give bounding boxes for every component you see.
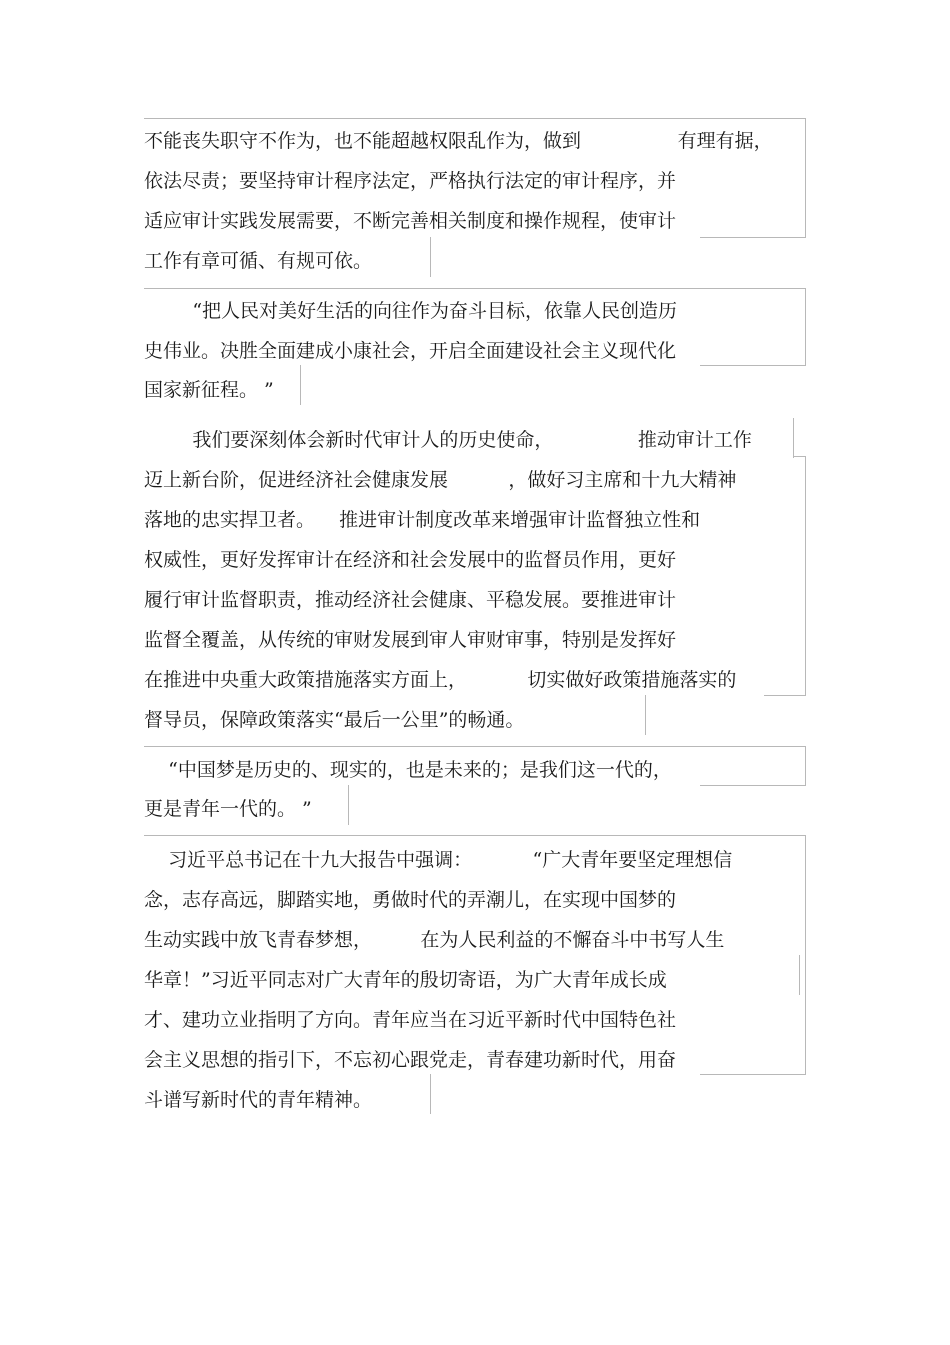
text-line: 更是青年一代的。 ” <box>144 798 312 820</box>
text-line: “把人民对美好生活的向往作为奋斗目标，依靠人民创造历 <box>144 300 678 322</box>
text-line: 斗谱写新时代的青年精神。 <box>144 1089 373 1111</box>
text-line: 督导员，保障政策落实“最后一公里”的畅通。 <box>144 709 525 731</box>
text-line: 依法尽责；要坚持审计程序法定，严格执行法定的审计程序，并 <box>144 170 677 192</box>
frame-rule <box>805 118 806 238</box>
frame-rule <box>300 365 301 405</box>
text-line: “中国梦是历史的、现实的，也是未来的；是我们这一代的， <box>144 759 672 781</box>
frame-rule <box>430 1074 431 1114</box>
text-line: 华章！”习近平同志对广大青年的殷切寄语，为广大青年成长成 <box>144 969 667 991</box>
frame-rule <box>764 695 806 696</box>
text-line: 我们要深刻体会新时代审计人的历史使命， 推动审计工作 <box>144 429 752 451</box>
text-line: 监督全覆盖，从传统的审财发展到审人审财审事，特别是发挥好 <box>144 629 677 651</box>
frame-rule <box>805 288 806 366</box>
text-line: 不能丧失职守不作为，也不能超越权限乱作为，做到 有理有据， <box>144 130 773 152</box>
frame-rule <box>144 288 806 289</box>
text-line: 习近平总书记在十九大报告中强调： “广大青年要坚定理想信 <box>144 849 733 871</box>
text-line: 念，志存高远，脚踏实地，勇做时代的弄潮儿，在实现中国梦的 <box>144 889 677 911</box>
frame-rule <box>144 835 806 836</box>
frame-rule <box>799 955 800 995</box>
frame-rule <box>348 785 349 825</box>
text-line: 适应审计实践发展需要，不断完善相关制度和操作规程，使审计 <box>144 210 677 232</box>
text-line: 权威性，更好发挥审计在经济和社会发展中的监督员作用，更好 <box>144 549 677 571</box>
frame-rule <box>805 835 806 1075</box>
frame-rule <box>700 237 806 238</box>
frame-rule <box>430 237 431 277</box>
text-line: 史伟业。决胜全面建成小康社会，开启全面建设社会主义现代化 <box>144 340 677 362</box>
text-line: 会主义思想的指引下，不忘初心跟党走，青春建功新时代，用奋 <box>144 1049 677 1071</box>
text-line: 工作有章可循、有规可依。 <box>144 250 373 272</box>
frame-rule <box>144 118 806 119</box>
frame-rule <box>700 365 806 366</box>
text-line: 才、建功立业指明了方向。青年应当在习近平新时代中国特色社 <box>144 1009 677 1031</box>
text-line: 落地的忠实捍卫者。 推进审计制度改革来增强审计监督独立性和 <box>144 509 701 531</box>
frame-rule <box>144 746 806 747</box>
frame-rule <box>793 418 794 458</box>
frame-rule <box>645 695 646 735</box>
frame-rule <box>805 456 806 696</box>
text-line: 在推进中央重大政策措施落实方面上， 切实做好政策措施落实的 <box>144 669 737 691</box>
text-line: 生动实践中放飞青春梦想， 在为人民利益的不懈奋斗中书写人生 <box>144 929 725 951</box>
text-line: 国家新征程。 ” <box>144 379 274 401</box>
frame-rule <box>793 456 806 457</box>
frame-rule <box>700 1074 806 1075</box>
text-line: 履行审计监督职责，推动经济社会健康、平稳发展。要推进审计 <box>144 589 677 611</box>
frame-rule <box>805 746 806 786</box>
text-line: 迈上新台阶，促进经济社会健康发展 ，做好习主席和十九大精神 <box>144 469 737 491</box>
frame-rule <box>700 785 806 786</box>
